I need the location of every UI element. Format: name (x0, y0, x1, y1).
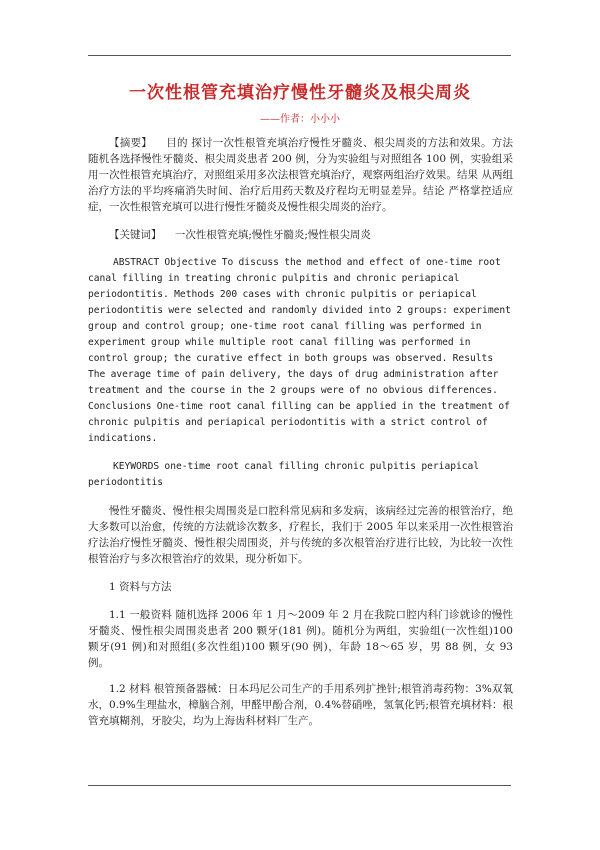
paragraph-1-2: 1.2 材料 根管预备器械：日本玛尼公司生产的手用系列扩挫针;根管消毒药物：3%双氧水，0.9%生理盐水，樟脑合剂，甲醛甲酚合剂，0.4%替硝唑，氢氧化钙;根管充填材料：根管充填糊剂，牙胶尖，均为上海齿科材料厂生产。 (88, 683, 513, 727)
section-heading: 1 资料与方法 (109, 581, 172, 593)
top-rule (88, 55, 511, 56)
bottom-rule (88, 785, 511, 786)
article-content (88, 135, 513, 729)
keywords-cn (88, 227, 513, 243)
keywords-en: KEYWORDS one-time root canal filling chronic pulpitis periapical periodontitis (88, 461, 480, 488)
intro-paragraph: 慢性牙髓炎、慢性根尖周围炎是口腔科常见病和多发病，该病经过完善的根管治疗，绝大多数可以治愈，传统的方法就诊次数多，疗程长，我们于 2005 年以来采用一次性根管治疗法治疗慢性牙髓炎、慢性根尖周围炎，并与传统的多次根管治疗进行比较，为比较一次性根管治疗与多次根管治疗的效果，现分析如下。 (88, 505, 513, 565)
abstract-text: 目的 探讨一次性根管充填治疗慢性牙髓炎、根尖周炎的方法和效果。方法 随机各选择慢性牙髓炎、根尖周炎患者 200 例，分为实验组与对照组各 100 例，实验组采用一次性根管充填治疗，对照组采用多次法根管充填治疗，观察两组治疗效果。结果 从两组治疗方法的平均疼痛消失时间、治疗后用药天数及疗程均无明显差异。结论 严格掌控适应症，一次性根管充填可以进行慢性牙髓炎及慢性根尖周炎的治疗。 (88, 137, 513, 213)
abstract-cn (88, 135, 513, 215)
keywords-label: 【关键词】 (109, 229, 162, 241)
author-line: ——作者：小小小 (260, 114, 340, 125)
abstract-en: ABSTRACT Objective To discuss the method and effect of one-time root canal filling in treating chronic pulpitis and chronic periapical periodontitis. Methods 200 cases with chronic pulpitis or periapical periodontitis were selected and randomly divided into 2 groups: experiment group and control group; one-time root canal filling was performed in experiment group while multiple root canal filling was performed in control group; the curative effect in both groups was observed. Results The average time of pain delivery, the days of drug administration after treatment and the course in the 2 groups were of no obvious differences. Conclusions One-time root canal filling can be applied in the treatment of chronic pulpitis and periapical periodontitis with a strict control of indications. (88, 257, 511, 444)
keywords-text: 一次性根管充填;慢性牙髓炎;慢性根尖周炎 (174, 229, 371, 241)
paragraph-1-1: 1.1 一般资料 随机选择 2006 年 1 月～2009 年 2 月在我院口腔内科门诊就诊的慢性牙髓炎、慢性根尖周围炎患者 200 颗牙(181 例)。随机分为两组，实验组(一次性组)100 颗牙(91 例)和对照组(多次性组)100 颗牙(90 例)，年龄 18～65 岁，男 88 例，女 93 例。 (88, 609, 513, 669)
article-title: 一次性根管充填治疗慢性牙髓炎及根尖周炎 (129, 83, 471, 103)
abstract-label: 【摘要】 (109, 137, 152, 149)
